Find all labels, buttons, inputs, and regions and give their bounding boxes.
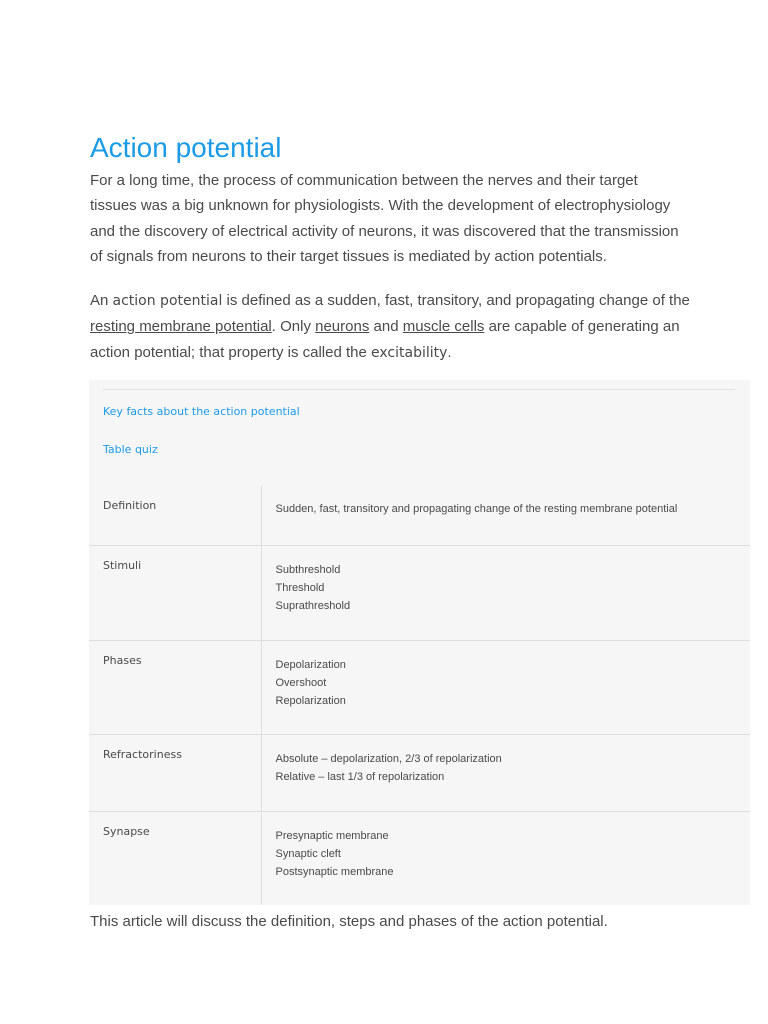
- row-value: [261, 486, 750, 545]
- table-row-phases: [89, 640, 750, 734]
- intro-paragraph: For a long time, the process of communication between the nerves and their target tissues was a big unknown for physiologists. With the development of electrophysiology and the discovery of electrical activity of neurons, it was discovered that the transmission of signals from neurons to their target tissues is mediated by action potentials.: [90, 172, 679, 265]
- term-excitability: excitability: [371, 344, 448, 361]
- value-line: Overshoot: [275, 676, 327, 689]
- value-line: Suprathreshold: [275, 600, 351, 613]
- page-title: Action potential: [90, 132, 282, 163]
- row-value: [261, 734, 750, 811]
- row-value: [261, 640, 750, 734]
- link-resting-membrane-potential[interactable]: resting membrane potential: [90, 318, 272, 336]
- text-span: are capable of generating an action potential; that property is called the: [90, 318, 680, 361]
- row-label: Refractoriness: [89, 734, 261, 811]
- definition-paragraph: [90, 288, 690, 366]
- text-span: is defined as a sudden, fast, transitory, and propagating change of the: [222, 292, 690, 310]
- value-line: Depolarization: [275, 658, 346, 671]
- text-span: . Only: [271, 318, 316, 336]
- key-facts-heading: Key facts about the action potential: [103, 405, 300, 418]
- value-line: Repolarization: [275, 695, 346, 708]
- text-span: and: [369, 318, 403, 336]
- table-quiz-link[interactable]: Table quiz: [103, 443, 158, 456]
- row-label: Definition: [89, 486, 261, 545]
- row-label: Synapse: [89, 811, 261, 905]
- value-line: Subthreshold: [275, 563, 341, 576]
- value-line: Sudden, fast, transitory and propagating change of the resting membrane potential: [275, 503, 678, 515]
- row-label: Phases: [89, 640, 261, 734]
- value-line: Synaptic cleft: [275, 847, 341, 860]
- value-line: Absolute – depolarization, 2/3 of repolarization: [275, 752, 502, 765]
- table-row-refractoriness: [89, 734, 750, 811]
- value-line: Relative – last 1/3 of repolarization: [275, 770, 445, 783]
- value-line: Presynaptic membrane: [275, 829, 389, 842]
- text-span: .: [447, 343, 452, 361]
- row-label: Stimuli: [89, 545, 261, 640]
- value-line: Postsynaptic membrane: [275, 866, 394, 879]
- divider: [103, 389, 735, 390]
- table-row-stimuli: [89, 545, 750, 640]
- key-facts-table: [89, 486, 750, 905]
- table-row-definition: [89, 486, 750, 545]
- closing-paragraph: This article will discuss the definition, steps and phases of the action potential.: [90, 913, 608, 930]
- row-value: [261, 811, 750, 905]
- row-value: [261, 545, 750, 640]
- term-action-potential: action potential: [112, 293, 223, 310]
- table-row-synapse: [89, 811, 750, 905]
- text-span: An: [90, 292, 113, 310]
- article: [90, 128, 690, 366]
- link-muscle-cells[interactable]: muscle cells: [402, 318, 485, 336]
- link-neurons[interactable]: neurons: [315, 318, 370, 336]
- value-line: Threshold: [275, 581, 325, 594]
- key-facts-panel: [89, 380, 750, 905]
